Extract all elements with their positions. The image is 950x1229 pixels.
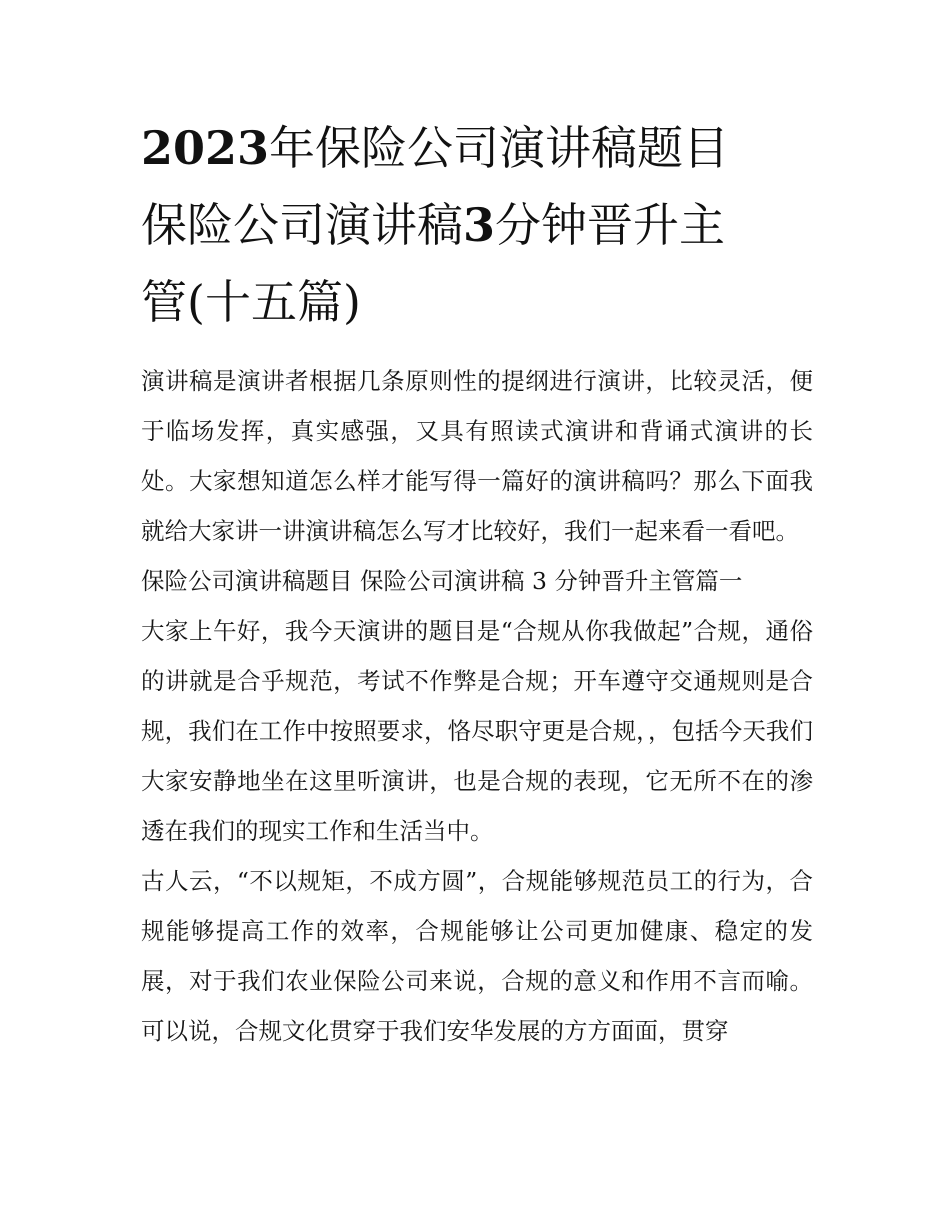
intro-paragraph: 演讲稿是演讲者根据几条原则性的提纲进行演讲，比较灵活，便于临场发挥，真实感强，又具有照读式演讲和背诵式演讲的长处。大家想知道怎么样才能写得一篇好的演讲稿吗？那么下面我就给大家讲一讲演讲稿怎么写才比较好，我们一起来看一看吧。: [141, 367, 813, 545]
title-line-2-tail: 分钟晋升主: [495, 198, 726, 252]
body-paragraph-1: 大家上午好，我今天演讲的题目是“合规从你我做起”合规，通俗的讲就是合乎规范，考试不作弊是合规；开车遵守交通规则是合规，我们在工作中按照要求，恪尽职守更是合规，，包括今天我们大家安静地坐在这里听演讲，也是合规的表现，它无所不在的渗透在我们的现实工作和生活当中。: [141, 617, 813, 845]
document-body: [141, 356, 813, 1056]
document-title: [141, 110, 831, 341]
section-heading: 保险公司演讲稿题目 保险公司演讲稿 3 分钟晋升主管篇一: [141, 567, 743, 595]
title-line-3: 管(十五篇): [141, 275, 361, 329]
title-line-1-text: 年保险公司演讲稿题目: [269, 121, 730, 175]
title-line-2-text: 保险公司演讲稿: [141, 198, 463, 252]
body-paragraph-2: 古人云，“不以规矩，不成方圆”，合规能够规范员工的行为，合规能够提高工作的效率，合规能够让公司更加健康、稳定的发展，对于我们农业保险公司来说，合规的意义和作用不言而喻。可以说，合规文化贯穿于我们安华发展的方方面面，贯穿: [141, 867, 813, 1045]
title-line-1: [141, 110, 831, 187]
title-year: 2023: [141, 121, 270, 175]
title-minutes: 3: [463, 198, 496, 252]
title-line-2: [141, 187, 831, 264]
